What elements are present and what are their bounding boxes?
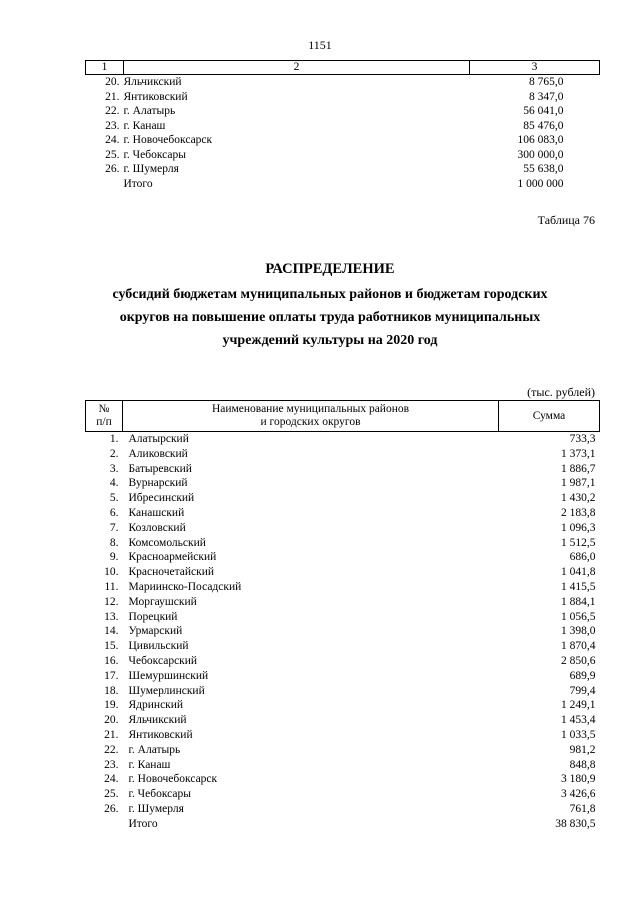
header-name-line-1: Наименование муниципальных районов — [211, 403, 410, 415]
row-name: г. Новочебоксарск — [128, 773, 218, 786]
row-sum: 38 830,5 — [555, 817, 596, 830]
heading-line-3: учреждений культуры на 2020 год — [222, 333, 438, 348]
header-number-line-1: № — [98, 403, 110, 415]
units-note: (тыс. рублей) — [527, 385, 595, 399]
column-header-3: 3 — [470, 61, 600, 75]
row-sum: 981,2 — [569, 743, 596, 756]
row-number: 7. — [109, 521, 119, 534]
table-row — [86, 595, 600, 610]
table-row — [86, 817, 600, 832]
row-number: 24. — [104, 773, 119, 786]
distribution-table-body — [86, 432, 600, 832]
table-row — [86, 90, 600, 105]
table-row — [86, 772, 600, 787]
heading-line-1: субсидий бюджетам муниципальных районов и бюджетам городских — [112, 287, 548, 302]
row-number: 23. — [104, 758, 119, 771]
row-name: Яльчикский — [128, 714, 187, 727]
table-row — [86, 610, 600, 625]
row-number: 6. — [109, 506, 119, 519]
row-sum: 1 512,5 — [561, 536, 596, 549]
row-sum: 1 041,8 — [561, 566, 596, 579]
header-name-line-2: и городских округов — [260, 416, 361, 428]
table-row — [86, 580, 600, 595]
row-number: 15. — [104, 640, 119, 653]
table-row — [86, 698, 600, 713]
table-row — [86, 521, 600, 536]
row-name: Итого — [128, 817, 158, 830]
table-header-row — [86, 61, 600, 75]
table-row — [86, 565, 600, 580]
table-row — [86, 133, 600, 148]
row-name: Аликовский — [128, 447, 188, 460]
row-number: 5. — [109, 492, 119, 505]
table-row — [86, 684, 600, 699]
table-row — [86, 491, 600, 506]
row-sum: 1 000 000 — [517, 177, 564, 190]
table-row — [86, 669, 600, 684]
row-sum: 1 884,1 — [561, 595, 596, 608]
page-number: 1151 — [308, 38, 332, 52]
table-row — [86, 148, 600, 163]
row-sum: 1 096,3 — [561, 521, 596, 534]
row-name: Канашский — [128, 506, 185, 519]
row-sum: 733,3 — [569, 433, 596, 445]
row-number: 19. — [104, 699, 119, 712]
row-name: г. Канаш — [123, 119, 166, 132]
row-name: г. Новочебоксарск — [123, 134, 213, 146]
row-number: 20. — [104, 714, 119, 727]
row-sum: 1 430,2 — [561, 492, 596, 505]
table-row — [86, 624, 600, 639]
row-sum: 2 183,8 — [561, 506, 596, 519]
row-name: Итого — [123, 177, 153, 190]
row-name: Янтиковский — [128, 728, 193, 741]
table-row — [86, 550, 600, 565]
header-number-line-2: п/п — [96, 416, 112, 428]
table-row — [86, 728, 600, 743]
row-sum: 1 886,7 — [561, 462, 596, 475]
row-name: г. Канаш — [128, 758, 171, 771]
header-name — [123, 401, 499, 432]
row-name: Порецкий — [128, 610, 178, 623]
row-number: 20. — [105, 76, 120, 88]
row-name: Яльчикский — [123, 76, 182, 88]
row-number: 11. — [104, 580, 119, 593]
row-number: 18. — [104, 684, 119, 697]
row-sum: 300 000,0 — [517, 148, 564, 161]
row-name: г. Шумерля — [128, 802, 184, 815]
previous-table-continuation — [85, 60, 600, 191]
row-number: 3. — [109, 462, 119, 475]
row-name: г. Чебоксары — [128, 788, 191, 801]
row-number: 26. — [105, 163, 120, 175]
row-name: г. Алатырь — [123, 105, 176, 117]
row-sum: 1 870,4 — [561, 640, 596, 653]
row-name: Чебоксарский — [128, 654, 198, 667]
heading-title: РАСПРЕДЕЛЕНИЕ — [265, 261, 395, 277]
row-sum: 1 453,4 — [561, 714, 596, 727]
row-sum: 3 426,6 — [561, 788, 596, 801]
row-sum: 55 638,0 — [523, 163, 564, 175]
row-name: Красноармейский — [128, 551, 217, 564]
row-sum: 1 056,5 — [561, 610, 596, 623]
row-number: 2. — [109, 447, 119, 460]
row-number: 25. — [104, 788, 119, 801]
row-sum: 1 987,1 — [561, 477, 596, 490]
row-name: Моргаушский — [128, 595, 197, 608]
row-name: Комсомольский — [128, 536, 206, 549]
row-name: Урмарский — [128, 625, 183, 638]
row-number — [86, 817, 123, 832]
row-name: г. Чебоксары — [123, 148, 186, 161]
column-header-2: 2 — [124, 61, 470, 75]
row-sum: 2 850,6 — [561, 654, 596, 667]
table-row — [86, 758, 600, 773]
row-number: 8. — [109, 536, 119, 549]
row-number: 26. — [104, 802, 119, 815]
row-name: Янтиковский — [123, 90, 188, 103]
row-sum: 85 476,0 — [523, 119, 564, 132]
row-name: Красночетайский — [128, 566, 215, 579]
row-name: Алатырский — [128, 433, 189, 445]
row-sum: 1 249,1 — [561, 699, 596, 712]
row-number: 25. — [105, 148, 120, 161]
row-sum: 1 033,5 — [561, 728, 596, 741]
table-row — [86, 75, 600, 90]
row-sum: 1 415,5 — [561, 580, 596, 593]
table-label: Таблица 76 — [537, 213, 595, 227]
row-sum: 689,9 — [569, 669, 596, 682]
row-name: Козловский — [128, 521, 186, 534]
row-sum: 1 398,0 — [561, 625, 596, 638]
row-number: 24. — [105, 134, 120, 146]
row-sum: 1 373,1 — [561, 447, 596, 460]
table-row — [86, 713, 600, 728]
table-row — [86, 802, 600, 817]
row-sum: 799,4 — [569, 684, 596, 697]
row-number: 1. — [109, 433, 119, 445]
row-sum: 8 765,0 — [529, 76, 564, 88]
row-sum: 56 041,0 — [523, 105, 564, 117]
row-number: 22. — [104, 743, 119, 756]
row-name: Шемуршинский — [128, 669, 209, 682]
table-row — [86, 639, 600, 654]
table-row — [86, 119, 600, 134]
table-row — [86, 162, 600, 177]
row-number: 16. — [104, 654, 119, 667]
table-row — [86, 432, 600, 447]
table-header-row — [86, 401, 600, 432]
row-number: 17. — [104, 669, 119, 682]
row-sum: 3 180,9 — [561, 773, 596, 786]
column-header-1: 1 — [86, 61, 124, 75]
row-number: 4. — [109, 477, 119, 490]
table-row — [86, 536, 600, 551]
row-sum: 106 083,0 — [517, 134, 564, 146]
row-number: 22. — [105, 105, 120, 117]
table-row — [86, 787, 600, 802]
row-number: 10. — [104, 566, 119, 579]
table-row — [86, 177, 600, 192]
row-number: 21. — [104, 728, 119, 741]
row-number: 14. — [104, 625, 119, 638]
row-number: 9. — [109, 551, 119, 564]
row-number: 12. — [104, 595, 119, 608]
row-number: 23. — [105, 119, 120, 132]
row-sum: 848,8 — [569, 758, 596, 771]
table-row — [86, 476, 600, 491]
row-name: г. Шумерля — [123, 163, 179, 175]
table-row — [86, 506, 600, 521]
row-name: Цивильский — [128, 640, 189, 653]
row-name: Ядринский — [128, 699, 184, 712]
row-sum: 8 347,0 — [529, 90, 564, 103]
row-number — [86, 177, 124, 192]
heading-line-2: округов на повышение оплаты труда работников муниципальных — [119, 310, 541, 325]
distribution-table — [85, 400, 600, 832]
header-sum: Сумма — [499, 401, 600, 432]
row-number: 21. — [105, 90, 120, 103]
row-number: 13. — [104, 610, 119, 623]
row-sum: 686,0 — [569, 551, 596, 564]
row-name: Шумерлинский — [128, 684, 205, 697]
table-row — [86, 447, 600, 462]
previous-table-body — [86, 75, 600, 192]
table-row — [86, 104, 600, 119]
row-name: г. Алатырь — [128, 743, 181, 756]
row-name: Ибресинский — [128, 492, 195, 505]
table-row — [86, 462, 600, 477]
table-row — [86, 743, 600, 758]
header-number — [86, 401, 123, 432]
table-row — [86, 654, 600, 669]
row-name: Вурнарский — [128, 477, 188, 490]
row-name: Мариинско-Посадский — [128, 580, 242, 593]
document-heading — [70, 258, 590, 352]
row-name: Батыревский — [128, 462, 192, 475]
row-sum: 761,8 — [569, 802, 596, 815]
